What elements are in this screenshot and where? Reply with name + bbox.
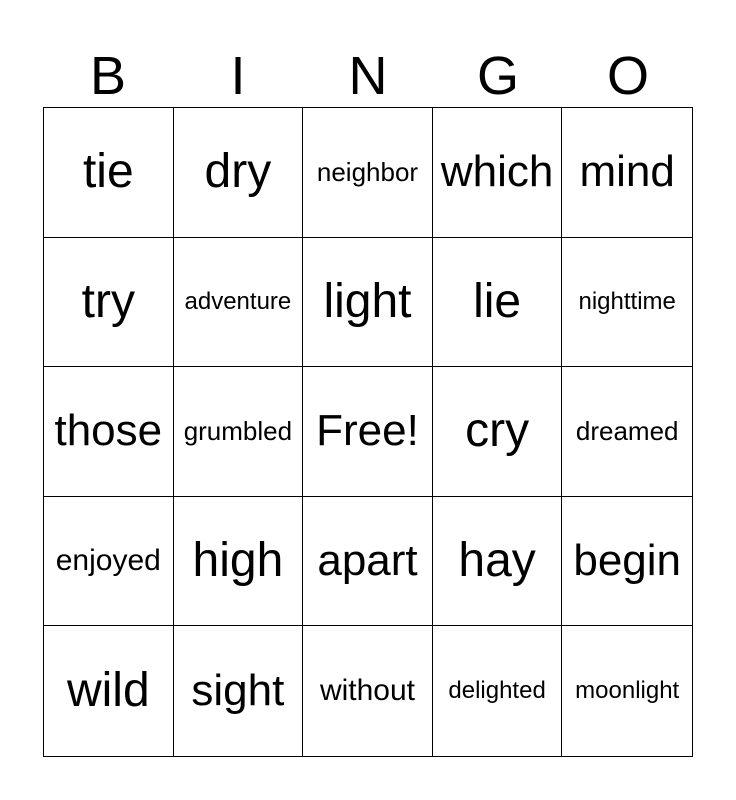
bingo-cell-r5-c4[interactable]: delighted	[433, 626, 563, 756]
bingo-cell-r2-c4[interactable]: lie	[433, 238, 563, 368]
bingo-cell-r2-c5[interactable]: nighttime	[562, 238, 692, 368]
bingo-cell-r2-c2[interactable]: adventure	[174, 238, 304, 368]
bingo-header	[43, 44, 693, 108]
bingo-cell-r1-c3[interactable]: neighbor	[303, 108, 433, 238]
header-letter-b: B	[89, 46, 127, 106]
bingo-cell-r5-c2[interactable]: sight	[174, 626, 304, 756]
header-letter-o: O	[606, 46, 649, 106]
bingo-cell-r4-c4[interactable]: hay	[433, 497, 563, 627]
bingo-cell-r3-c5[interactable]: dreamed	[562, 367, 692, 497]
bingo-cell-r1-c1[interactable]: tie	[44, 108, 174, 238]
bingo-cell-r3-c1[interactable]: those	[44, 367, 174, 497]
bingo-cell-r4-c1[interactable]: enjoyed	[44, 497, 174, 627]
bingo-cell-r1-c2[interactable]: dry	[174, 108, 304, 238]
bingo-cell-r2-c1[interactable]: try	[44, 238, 174, 368]
bingo-cell-r3-c2[interactable]: grumbled	[174, 367, 304, 497]
bingo-cell-r4-c5[interactable]: begin	[562, 497, 692, 627]
bingo-cell-r3-c4[interactable]: cry	[433, 367, 563, 497]
bingo-cell-r4-c3[interactable]: apart	[303, 497, 433, 627]
bingo-cell-r5-c3[interactable]: without	[303, 626, 433, 756]
bingo-cell-r1-c5[interactable]: mind	[562, 108, 692, 238]
header-letter-g: G	[476, 46, 519, 106]
header-letter-i: I	[230, 46, 246, 106]
bingo-cell-r4-c2[interactable]: high	[174, 497, 304, 627]
bingo-cell-r2-c3[interactable]: light	[303, 238, 433, 368]
bingo-cell-r1-c4[interactable]: which	[433, 108, 563, 238]
bingo-board	[43, 107, 693, 757]
header-letter-n: N	[348, 46, 388, 106]
bingo-cell-r5-c1[interactable]: wild	[44, 626, 174, 756]
bingo-cell-r5-c5[interactable]: moonlight	[575, 677, 680, 705]
bingo-cell-r3-c3-free[interactable]: Free!	[303, 367, 433, 497]
